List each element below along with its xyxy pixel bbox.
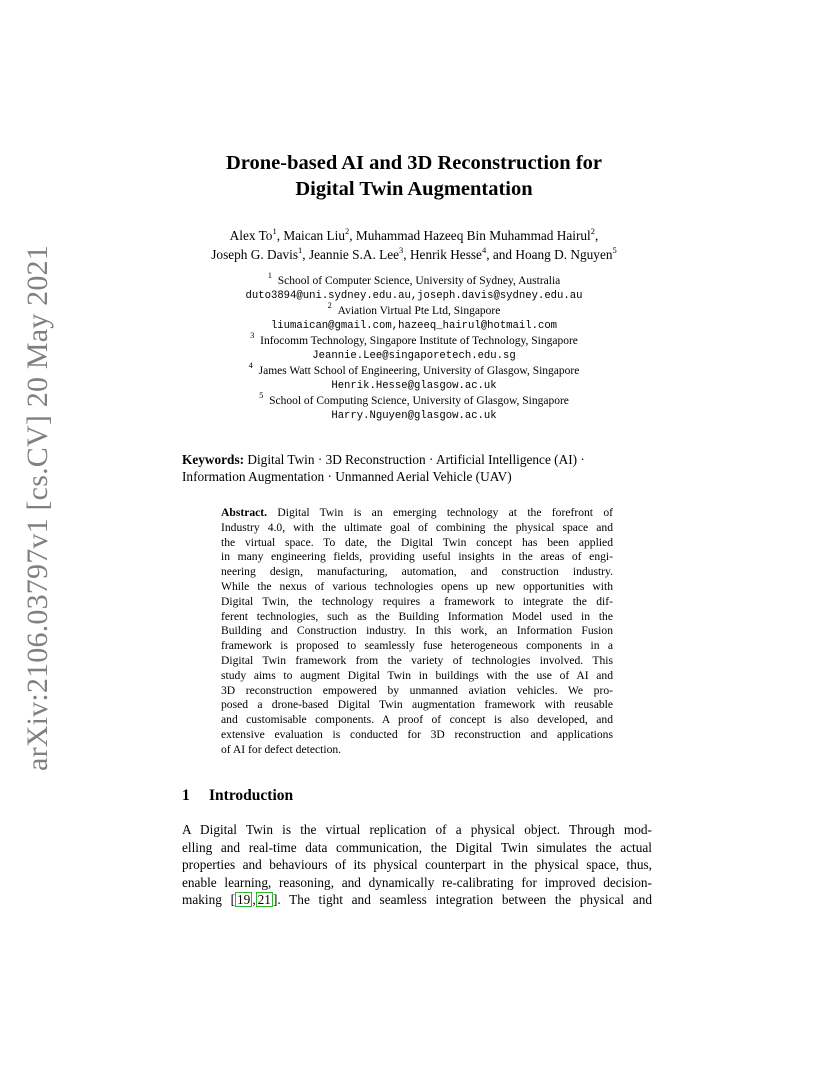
keywords-block (182, 451, 652, 485)
intro-line: enable learning, reasoning, and dynamically re-calibrating for improved decision- (182, 874, 652, 890)
author-affil-mark: 4 (481, 244, 487, 255)
affiliation-email[interactable]: liumaican@gmail.com,hazeeq_hairul@hotmail.com (270, 320, 558, 332)
affiliation-name: Aviation Virtual Pte Ltd, Singapore (337, 305, 501, 317)
section-title: Introduction (209, 787, 294, 804)
abstract-line: Industry 4.0, with the ultimate goal of combining the physical space and (221, 520, 613, 534)
intro-line: elling and real-time data communication, the Digital Twin simulates the actual (182, 839, 652, 855)
intro-text: making [ (182, 892, 236, 908)
arxiv-identifier: arXiv:2106.03797v1 [cs.CV] 20 May 2021 (21, 245, 54, 771)
arxiv-identifier-sidebar (20, 0, 60, 1072)
abstract-line: Building and Construction industry. In this work, an Information Fusion (221, 624, 613, 638)
author-affil-mark: 3 (399, 244, 404, 255)
abstract-line: While the nexus of various technologies opens up new opportunities with (221, 579, 613, 593)
title-line-2: Digital Twin Augmentation (295, 178, 533, 200)
intro-line (182, 891, 652, 909)
intro-paragraph (182, 821, 652, 909)
affiliation-name: Infocomm Technology, Singapore Institute of Technology, Singapore (260, 335, 578, 347)
affiliation-line (150, 390, 678, 409)
affiliation-name: School of Computing Science, University of Glasgow, Singapore (269, 395, 569, 407)
title-line-1: Drone-based AI and 3D Reconstruction for (225, 152, 603, 174)
author-name: , Muhammad Hazeeq Bin Muhammad Hairul (349, 228, 591, 243)
abstract-line: posed a drone-based Digital Twin augmentation framework with reusable (221, 698, 613, 712)
author-name: , Henrik Hesse (403, 247, 482, 262)
paper-title (150, 150, 678, 202)
affiliation-email[interactable]: Henrik.Hesse@glasgow.ac.uk (331, 380, 497, 392)
abstract-line: Digital Twin, the technology requires a framework to integrate the dif- (221, 594, 613, 608)
abstract-line: ferent technologies, such as the Building Information Model used in the (221, 609, 613, 623)
affiliation-number: 3 (250, 330, 255, 341)
citation-link[interactable]: 19 (237, 892, 251, 908)
intro-text: ]. The tight and seamless integration between the physical and (272, 892, 653, 908)
affiliation-name: School of Computer Science, University of Sydney, Australia (277, 275, 561, 287)
abstract-line: framework is proposed to seamlessly fuse heterogeneous components in a (221, 639, 613, 653)
author-name: Joseph G. Davis (211, 247, 299, 262)
affiliation-email[interactable]: duto3894@uni.sydney.edu.au,joseph.davis@sydney.edu.au (245, 290, 583, 302)
author-affil-mark: 5 (612, 244, 617, 255)
abstract-line: the virtual space. To date, the Digital Twin concept has been applied (221, 535, 613, 549)
affiliation-number: 2 (327, 300, 332, 311)
citation-separator: , (252, 892, 256, 908)
abstract-line: in many engineering fields, providing useful insights in the areas of engi- (221, 550, 613, 564)
affiliation-line (150, 270, 678, 289)
section-number: 1 (182, 787, 190, 804)
abstract-text: Digital Twin is an emerging technology at the forefront of (277, 506, 613, 519)
abstract-line: Digital Twin framework from the variety of technologies involved. This (221, 653, 613, 667)
affiliation-list (150, 270, 678, 424)
abstract-line: and customisable components. A proof of concept is also developed, and (221, 713, 613, 727)
abstract-line: extensive evaluation is conducted for 3D reconstruction and applications (221, 727, 613, 741)
author-affil-mark: 2 (345, 225, 350, 236)
intro-line: A Digital Twin is the virtual replication of a physical object. Through mod- (182, 822, 652, 837)
author-name: , Maican Liu (276, 228, 345, 243)
citation-link[interactable]: 21 (257, 892, 271, 908)
author-separator: , (595, 228, 599, 243)
abstract-line: neering design, manufacturing, automation, and construction industry. (221, 565, 613, 579)
author-line-2 (150, 245, 678, 264)
author-name: , Jeannie S.A. Lee (302, 247, 400, 262)
author-name: , and Hoang D. Nguyen (486, 247, 613, 262)
intro-line: properties and behaviours of its physical counterpart in the physical space, thus, (182, 857, 652, 873)
affiliation-number: 4 (248, 360, 253, 371)
affiliation-email[interactable]: Harry.Nguyen@glasgow.ac.uk (331, 410, 497, 422)
author-name: Alex To (229, 228, 273, 243)
affiliation-line (150, 300, 678, 319)
abstract-label: Abstract. (221, 506, 268, 519)
abstract-line (221, 506, 613, 521)
affiliation-number: 1 (267, 270, 272, 281)
abstract-line: study aims to augment Digital Twin in buildings with the use of AI and (221, 668, 613, 682)
affiliation-line (150, 360, 678, 379)
keywords-line-1 (182, 451, 652, 468)
abstract-line: 3D reconstruction empowered by unmanned aviation vehicles. We pro- (221, 683, 613, 697)
affiliation-number: 5 (259, 390, 264, 401)
author-line-1 (150, 226, 678, 245)
abstract-block (221, 506, 613, 758)
section-heading (182, 787, 293, 805)
author-affil-mark: 2 (590, 225, 595, 236)
keywords-text: Digital Twin · 3D Reconstruction · Artificial Intelligence (AI) · (247, 452, 585, 467)
affiliation-line (150, 330, 678, 349)
abstract-line: of AI for defect detection. (221, 742, 342, 756)
author-list (150, 226, 678, 264)
affiliation-email[interactable]: Jeannie.Lee@singaporetech.edu.sg (312, 350, 516, 362)
keywords-line-2: Information Augmentation · Unmanned Aerial Vehicle (UAV) (182, 469, 512, 484)
author-affil-mark: 1 (298, 244, 303, 255)
affiliation-name: James Watt School of Engineering, University of Glasgow, Singapore (258, 365, 580, 377)
keywords-label: Keywords: (182, 452, 245, 467)
author-affil-mark: 1 (272, 225, 277, 236)
